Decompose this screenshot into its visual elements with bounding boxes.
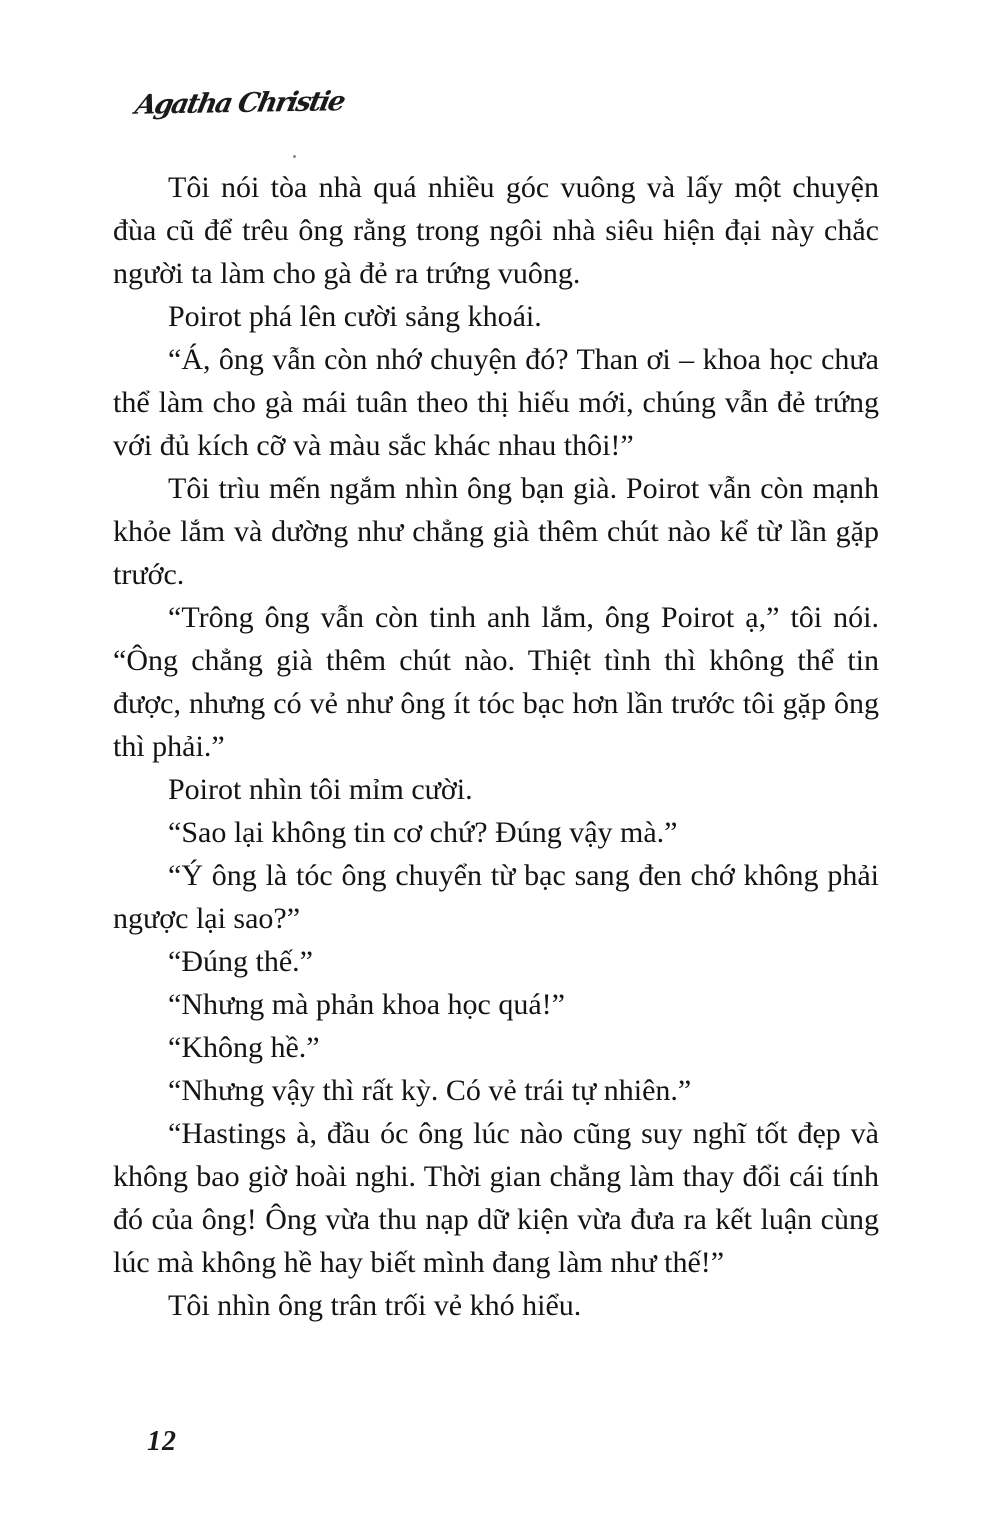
paragraph-5: “Trông ông vẫn còn tinh anh lắm, ông Poirot ạ,” tôi nói. “Ông chẳng già thêm chút nào. Thiệt tình thì không thể tin được, nhưng có vẻ như ông ít tóc bạc hơn lần trước tôi gặp ông thì phải.” [113,601,879,763]
author-signature-text: Agatha Christie [132,85,347,121]
page-body-text [113,166,879,1327]
paragraph-3: “Á, ông vẫn còn nhớ chuyện đó? Than ơi – khoa học chưa thể làm cho gà mái tuân theo thị hiếu mới, chúng vẫn đẻ trứng với đủ kích cỡ và màu sắc khác nhau thôi!” [113,343,879,462]
paragraph-4: Tôi trìu mến ngắm nhìn ông bạn già. Poirot vẫn còn mạnh khỏe lắm và dường như chẳng già thêm chút nào kể từ lần gặp trước. [113,472,879,591]
paragraph-2: Poirot phá lên cười sảng khoái. [168,300,542,333]
paragraph-9: “Đúng thế.” [168,945,313,978]
paragraph-1: Tôi nói tòa nhà quá nhiều góc vuông và lấy một chuyện đùa cũ để trêu ông rằng trong ngôi nhà siêu hiện đại này chắc người ta làm cho gà đẻ ra trứng vuông. [113,171,879,290]
paragraph-11: “Không hề.” [168,1031,320,1064]
author-signature [132,80,347,126]
paragraph-14: Tôi nhìn ông trân trối vẻ khó hiểu. [168,1289,582,1322]
paragraph-6: Poirot nhìn tôi mỉm cười. [168,773,473,806]
paragraph-13: “Hastings à, đầu óc ông lúc nào cũng suy nghĩ tốt đẹp và không bao giờ hoài nghi. Thời gian chẳng làm thay đổi cái tính đó của ông! Ông vừa thu nạp dữ kiện vừa đưa ra kết luận cùng lúc mà không hề hay biết mình đang làm như thế!” [113,1117,879,1279]
paragraph-10: “Nhưng mà phản khoa học quá!” [168,988,565,1021]
print-speck [293,155,296,158]
paragraph-8: “Ý ông là tóc ông chuyển từ bạc sang đen chớ không phải ngược lại sao?” [113,859,879,935]
page-number: 12 [147,1426,177,1457]
paragraph-12: “Nhưng vậy thì rất kỳ. Có vẻ trái tự nhiên.” [168,1074,692,1107]
paragraph-7: “Sao lại không tin cơ chứ? Đúng vậy mà.” [168,816,678,849]
